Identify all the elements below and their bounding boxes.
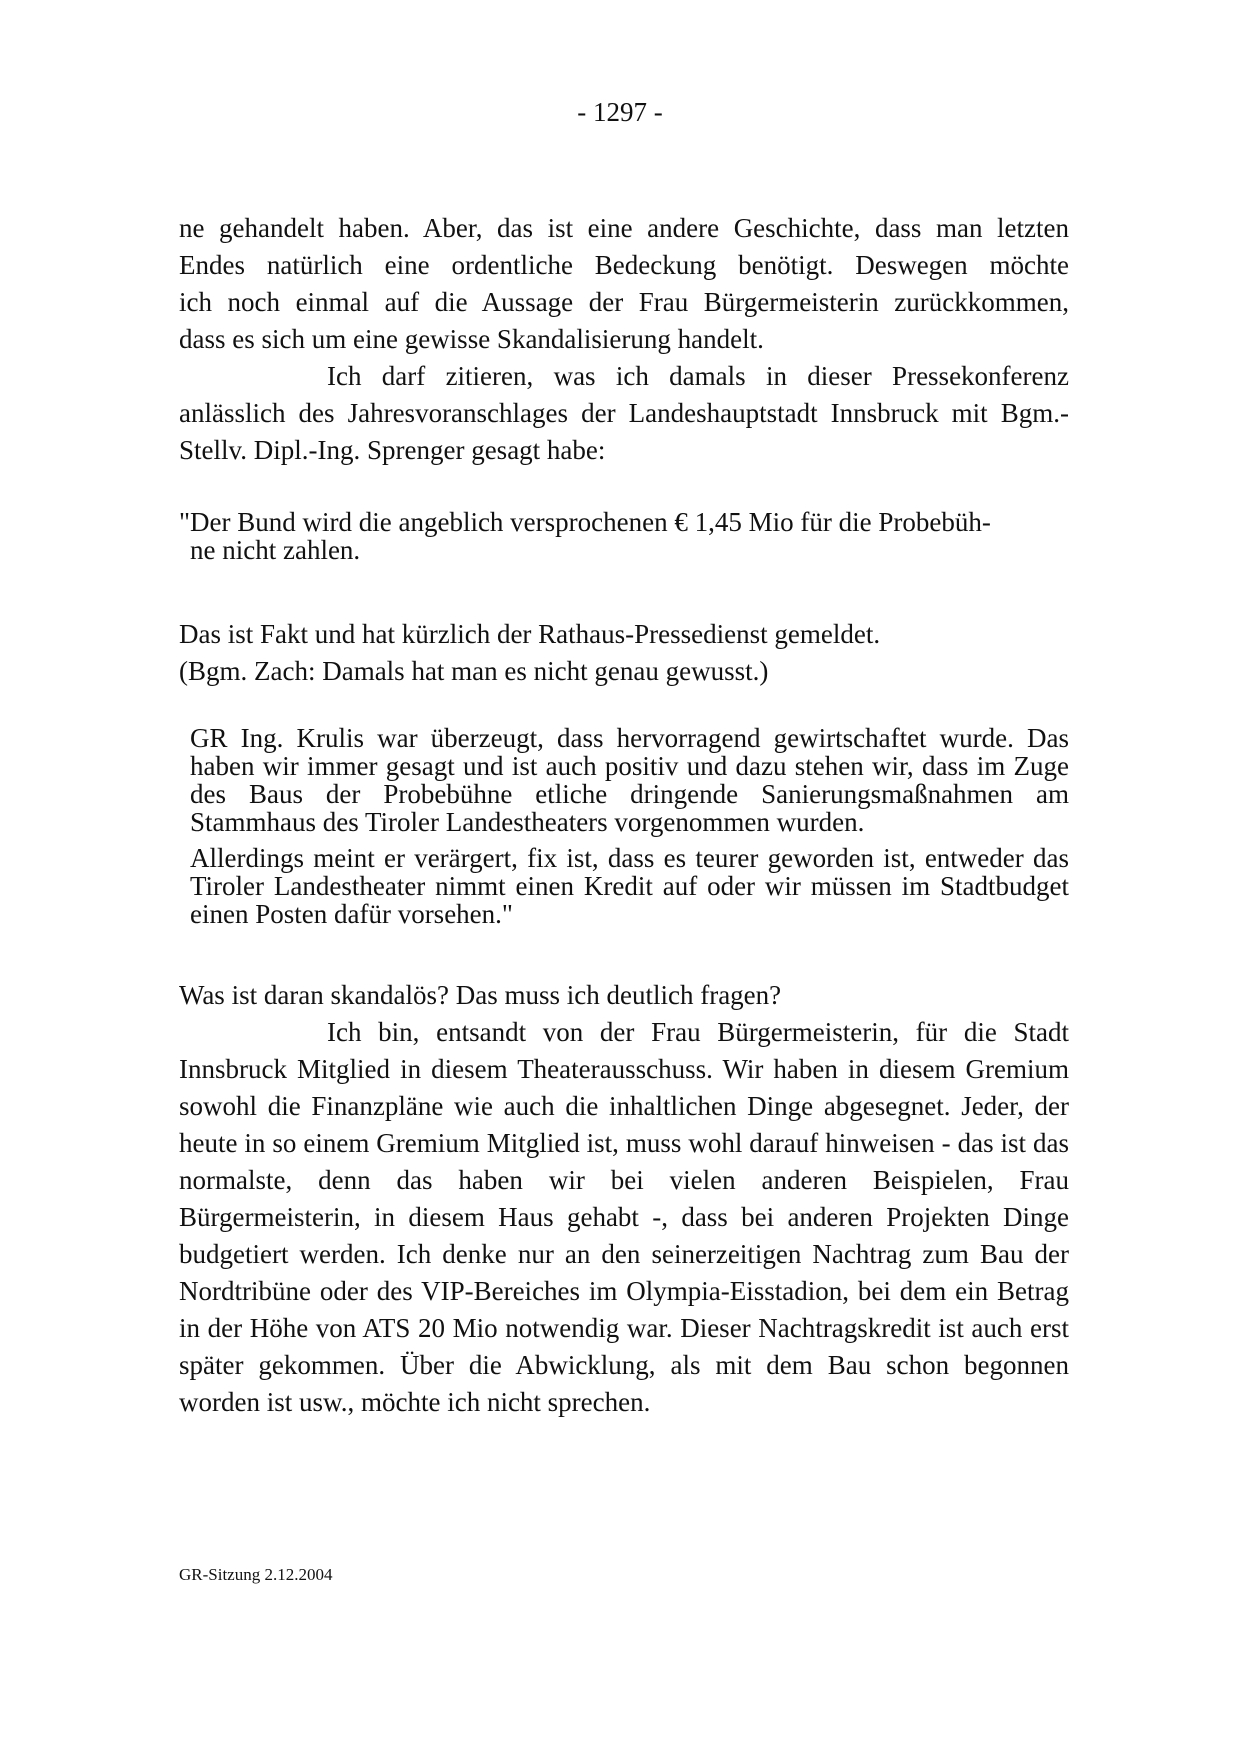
text-line: ne gehandelt haben. Aber, das ist eine andere Geschichte, dass man letzten [179, 213, 1069, 243]
quote-intro-paragraph: Ich darf zitieren, was ich damals in dieser Pressekonferenz anlässlich des Jahresvoranschlages der Landeshauptstadt Innsbruck mit Bgm.-Stellv. Dipl.-Ing. Sprenger gesagt habe: [179, 361, 1069, 465]
closing-section [179, 977, 1069, 1421]
quote-paragraph: Allerdings meint er verärgert, fix ist, dass es teurer geworden ist, entweder das Tiroler Landestheater nimmt einen Kredit auf oder wir müssen im Stadtbudget einen Posten dafür vorsehen." [190, 843, 1069, 929]
quoted-statement [190, 724, 1069, 928]
closing-paragraph: Ich bin, entsandt von der Frau Bürgermeisterin, für die Stadt Innsbruck Mitglied in diesem Theaterausschuss. Wir haben in diesem Gremium sowohl die Finanzpläne wie auch die inhaltlichen Dinge abgesegnet. Jeder, der heute in so einem Gremium Mitglied ist, muss wohl darauf hinweisen - das ist das normalste, denn das haben wir bei vielen anderen Beispielen, Frau Bürgermeisterin, in diesem Haus gehabt -, dass bei anderen Projekten Dinge budgetiert werden. Ich denke nur an den seinerzeitigen Nachtrag zum Bau der Nordtribüne oder des VIP-Bereiches im Olympia-Eisstadion, bei dem ein Betrag in der Höhe von ATS 20 Mio notwendig war. Dieser Nachtragskredit ist auch erst später gekommen. Über die Abwicklung, als mit dem Bau schon begonnen worden ist usw., möchte ich nicht sprechen. [179, 1017, 1069, 1417]
intro-section [179, 210, 1069, 469]
question-line: Was ist daran skandalös? Das muss ich deutlich fragen? [179, 980, 782, 1010]
footer-session-date: GR-Sitzung 2.12.2004 [179, 1565, 333, 1584]
fact-line: Das ist Fakt und hat kürzlich der Rathaus-Pressedienst gemeldet. [179, 619, 881, 649]
press-quote [179, 508, 1069, 564]
interjection: (Bgm. Zach: Damals hat man es nicht genau gewusst.) [179, 656, 769, 686]
fact-section [179, 616, 1069, 690]
text-line: ich noch einmal auf die Aussage der Frau Bürgermeisterin zurückkommen, [179, 287, 1069, 317]
text-line: Endes natürlich eine ordentliche Bedeckung benötigt. Deswegen möchte [179, 250, 1069, 280]
page-number: - 1297 - [577, 97, 663, 127]
intro-paragraph [179, 210, 1069, 358]
quote-line: ne nicht zahlen. [190, 535, 361, 565]
quote-line: "Der Bund wird die angeblich versprochenen € 1,45 Mio für die Probebüh- [179, 507, 991, 537]
quote-paragraph: GR Ing. Krulis war überzeugt, dass hervorragend gewirtschaftet wurde. Das haben wir immer gesagt und ist auch positiv und dazu stehen wir, dass im Zuge des Baus der Probebühne etliche dringende Sanierungsmaßnahmen am Stammhaus des Tiroler Landestheaters vorgenommen wurden. [190, 723, 1069, 837]
text-line: dass es sich um eine gewisse Skandalisierung handelt. [179, 324, 764, 354]
